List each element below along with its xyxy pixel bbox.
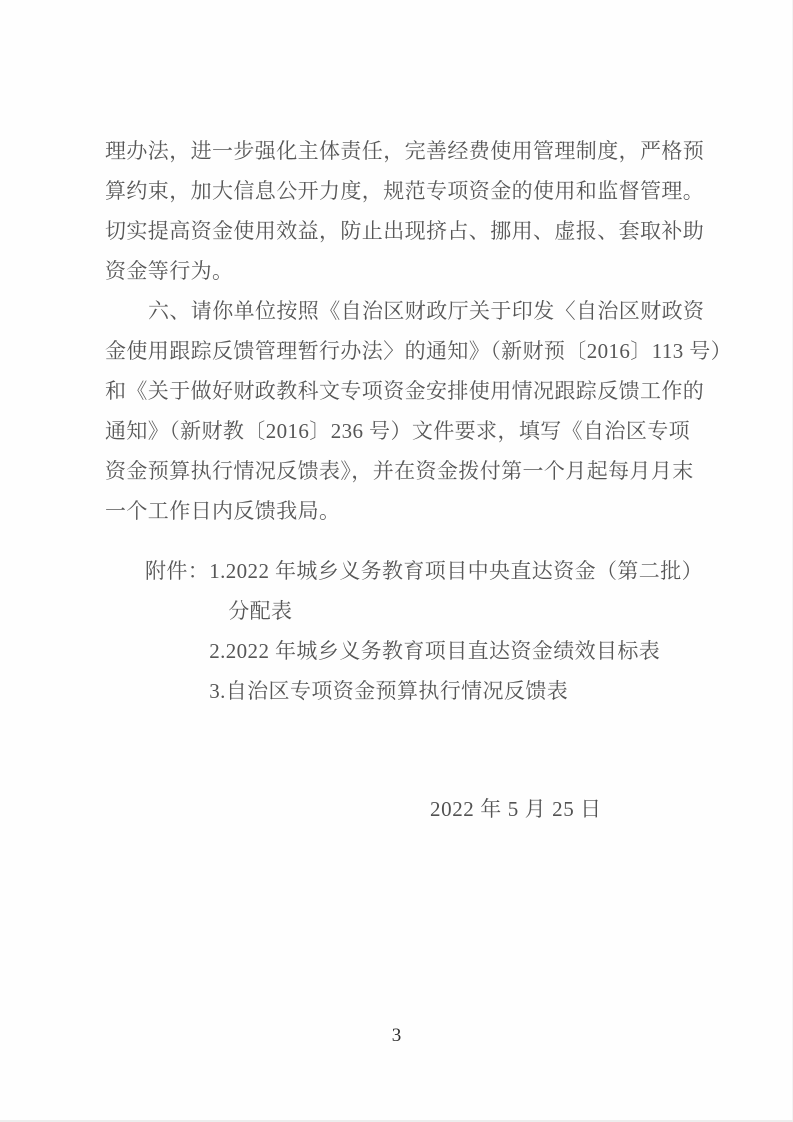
paragraph-2-line-5: 资金预算执行情况反馈表》，并在资金拨付第一个月起每月月末 [105, 459, 694, 483]
attachment-item-1-line-1: 1.2022 年城乡义务教育项目中央直达资金（第二批） [209, 559, 704, 583]
paragraph-2-line-1: 六、请你单位按照《自治区财政厅关于印发〈自治区财政资 [148, 299, 705, 323]
document-date: 2022 年 5 月 25 日 [430, 797, 602, 821]
body-text [105, 131, 733, 531]
paragraph-2-line-2: 金使用跟踪反馈管理暂行办法〉的通知》（新财预〔2016〕113 号） [105, 339, 733, 363]
attachments-block [145, 551, 703, 711]
paragraph-1-line-3: 切实提高资金使用效益，防止出现挤占、挪用、虚报、套取补助 [105, 219, 705, 243]
paragraph-2-line-3: 和《关于做好财政教科文专项资金安排使用情况跟踪反馈工作的 [105, 379, 705, 403]
attachment-item-2: 2.2022 年城乡义务教育项目直达资金绩效目标表 [209, 639, 661, 663]
paragraph-1-line-4: 资金等行为。 [105, 259, 234, 283]
page-number: 3 [391, 1025, 402, 1046]
attachments-label: 附件： [145, 559, 210, 583]
paragraph-2-line-6: 一个工作日内反馈我局。 [105, 499, 341, 523]
paragraph-2-line-4: 通知》（新财教〔2016〕236 号）文件要求，填写《自治区专项 [105, 419, 691, 443]
attachment-item-3: 3.自治区专项资金预算执行情况反馈表 [209, 679, 569, 703]
attachment-item-1-line-2: 分配表 [228, 599, 293, 623]
paragraph-1-line-2: 算约束，加大信息公开力度，规范专项资金的使用和监督管理。 [105, 179, 705, 203]
paragraph-1-line-1: 理办法，进一步强化主体责任，完善经费使用管理制度，严格预 [105, 139, 705, 163]
attachments-list [209, 551, 703, 711]
